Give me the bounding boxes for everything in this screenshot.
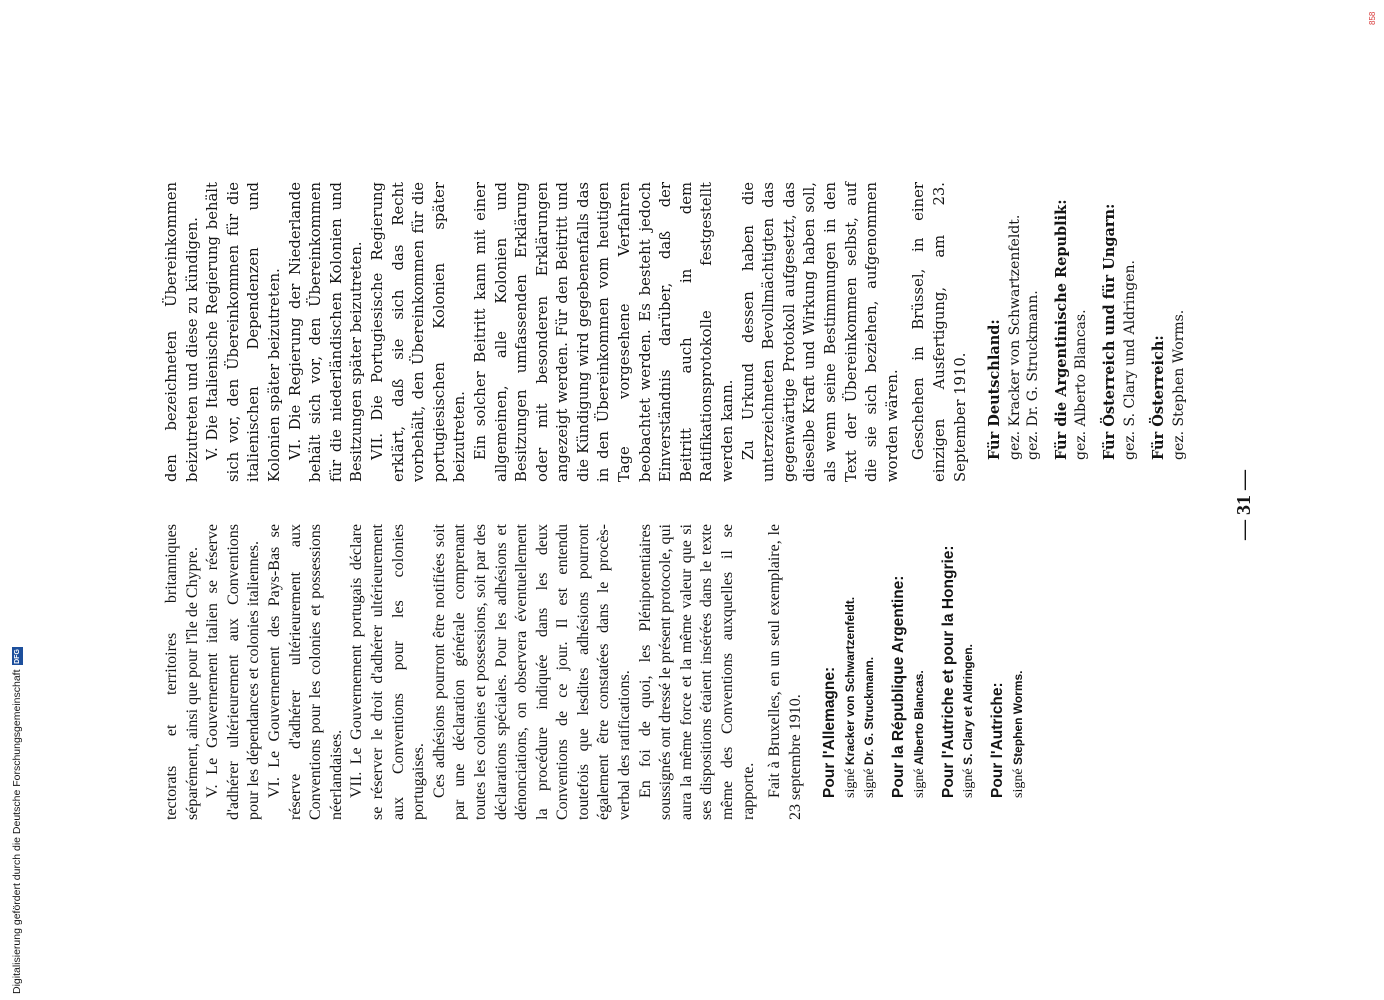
signature-country: Pour l'Allemagne: <box>821 666 839 798</box>
signature-line <box>1006 182 1024 482</box>
signer-name: Stephen Worms. <box>1010 670 1025 765</box>
signature-line <box>1024 182 1042 482</box>
signature-line <box>1072 182 1090 482</box>
signature-prefix: signé <box>1010 768 1026 798</box>
signature-block <box>1149 182 1188 482</box>
signature-prefix: signé <box>843 768 858 798</box>
signer-name: S. Clary et Aldringen. <box>961 644 976 765</box>
german-paragraph: VI. Die Regierung der Niederlande behält sich vor, den Übereinkommen für die niederländischen Kolonien und Besitzungen später beizutreten. <box>286 182 366 482</box>
signature-country: Pour la République Argentine: <box>890 575 907 798</box>
funding-text: Digitalisierung gefördert durch die Deutsche Forschungsgemeinschaft <box>11 669 23 994</box>
signature-line <box>1170 182 1188 482</box>
german-paragraph: den bezeichneten Übereinkommen beizutreten und diese zu kündigen. <box>163 182 201 482</box>
german-paragraph: Zu Urkund dessen haben die unterzeichneten Bevollmächtigten das gegenwärtige Protokoll aufgesetzt, das dieselbe Kraft und Wirkung haben soll, als wenn seine Bestimmungen in den Text der Übereinkommen selbst, auf die sie sich beziehen, aufgenommen worden wären. <box>739 182 901 482</box>
signature-prefix: gez. <box>1121 430 1138 460</box>
signature-block <box>985 182 1042 482</box>
signature-line <box>841 524 860 820</box>
french-paragraph: VI. Le Gouvernement des Pays-Bas se réserve d'adhérer ultérieurement aux Conventions pour les colonies et possessions néerlandaises. <box>265 524 345 820</box>
signature-prefix: gez. <box>1170 430 1187 460</box>
french-signatures <box>820 524 1027 820</box>
dfg-logo: DFG <box>13 649 21 664</box>
french-paragraph: En foi de quoi, les Plénipotentiaires soussignés ont dressé le présent protocole, qui aura la même force et la même valeur que si ses dispositions étaient insérées dans le texte même des Conventions auxquelles il se rapporte. <box>636 524 757 820</box>
funding-notice <box>8 647 26 994</box>
signature-prefix: gez. <box>1073 430 1090 460</box>
signature-block <box>889 524 929 820</box>
signature-line <box>860 524 879 820</box>
signer-name: Alberto Blancas. <box>911 670 926 765</box>
german-paragraph: V. Die Italienische Regierung behält sich vor, den Übereinkommen für die italienischen Dependenzen und Kolonien später beizutreten. <box>204 182 283 482</box>
french-column <box>162 524 1038 820</box>
signature-block <box>988 524 1028 820</box>
signature-country: Für Österreich und für Ungarn: <box>1101 203 1119 460</box>
signature-country: Pour l'Autriche et pour la Hongrie: <box>939 545 957 798</box>
signer-name: S. Clary und Aldringen. <box>1121 259 1138 427</box>
french-paragraph: V. Le Gouvernement italien se réserve d'adhérer ultérieurement aux Conventions pour les dépendances et colonies italiennes. <box>204 524 263 820</box>
german-paragraph: VII. Die Portugiesische Regierung erklärt, daß sie sich das Recht vorbehält, den Übereinkommen für die portugiesischen Kolonien später beizutreten. <box>368 182 469 482</box>
page-number: — 31 — <box>1233 470 1255 540</box>
signer-name: Dr. G. Struckmann. <box>1024 290 1041 427</box>
signer-name: Stephen Worms. <box>1170 309 1187 427</box>
signature-line <box>910 524 929 820</box>
signature-block <box>1052 182 1091 482</box>
page-stamp: 858 <box>1368 11 1377 25</box>
signer-name: Kracker von Schwartzenfeldt. <box>843 596 857 765</box>
german-column <box>162 182 1198 482</box>
signature-prefix: signé <box>911 768 927 798</box>
german-place-date: Geschehen in Brüssel, in einer einzigen Ausfertigung, am 23. September 1910. <box>910 182 969 482</box>
signature-prefix: gez. <box>1006 430 1023 460</box>
signer-name: Alberto Blancas. <box>1073 309 1090 427</box>
signature-line <box>1009 524 1028 820</box>
signature-country: Pour l'Autriche: <box>989 682 1007 798</box>
french-paragraph: VII. Le Gouvernement portugais déclare se réserver le droit d'adhérer ultérieurement aux Conventions pour les colonies portugaises. <box>348 524 428 820</box>
signature-block <box>820 524 879 820</box>
signature-country: Für Deutschland: <box>986 319 1004 460</box>
signature-prefix: gez. <box>1024 430 1041 460</box>
signature-country: Für die Argentinische Republik: <box>1052 199 1070 460</box>
signer-name: Dr. G. Struckmann. <box>862 656 876 765</box>
signature-block <box>1100 182 1139 482</box>
french-place-date: Fait à Bruxelles, en un seul exemplaire, le 23 septembre 1910. <box>766 524 804 820</box>
german-paragraph: Ein solcher Beitritt kann mit einer allgemeinen, alle Kolonien und Besitzungen umfassenden Erklärung oder mit besonderen Erklärungen angezeigt werden. Für den Beitritt und die Kündigung wird gegebenenfalls das in den Übereinkommen vom heutigen Tage vorgesehene Verfahren beobachtet werden. Es besteht jedoch Einverständnis darüber, daß der Beitritt auch in dem Ratifikationsprotokolle festgestellt werden kann. <box>471 182 737 482</box>
signer-name: Kracker von Schwartzenfeldt. <box>1006 214 1023 427</box>
french-paragraph: Ces adhésions pourront être notifiées soit par une déclaration générale comprenant toutes les colonies et possessions, soit par des déclarations spéciales. Pour les adhésions et dénonciations, on observera éventuellement la procédure indiquée dans les deux Conventions de ce jour. Il est entendu toutefois que lesdites adhésions pourront également être constatées dans le procès-verbal des ratifications. <box>430 524 634 820</box>
signature-line <box>1121 182 1139 482</box>
german-signatures <box>985 182 1187 482</box>
signature-block <box>939 524 979 820</box>
signature-country: Für Österreich: <box>1149 335 1167 460</box>
french-paragraph: tectorats et territoires britanniques séparément, ainsi que pour l'île de Chypre. <box>163 524 201 820</box>
signature-prefix: signé <box>862 768 877 798</box>
signature-prefix: signé <box>961 768 977 798</box>
signature-line <box>959 524 978 820</box>
